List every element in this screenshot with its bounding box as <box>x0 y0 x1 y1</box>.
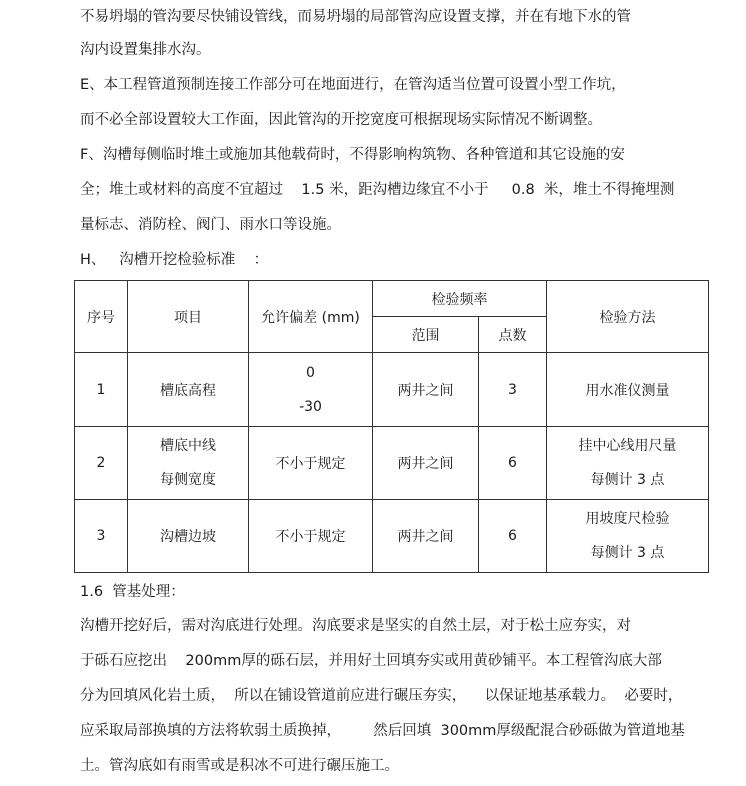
table-row <box>75 353 709 427</box>
cell-seq: 3 <box>75 500 128 573</box>
header-item: 项目 <box>128 281 249 353</box>
method-line: 挂中心线用尺量 <box>578 438 677 454</box>
table-row <box>75 427 709 500</box>
cell-tolerance: 不小于规定 <box>249 500 373 573</box>
paragraph-line: 全；堆土或材料的高度不宜超过 1.5 米，距沟槽边缘宜不小于 0.8 米，堆土不得掩埋测 <box>80 182 675 198</box>
item-line: 槽底中线 <box>160 438 216 454</box>
paragraph-line: 沟槽开挖好后，需对沟底进行处理。沟底要求是坚实的自然土层，对于松土应夯实，对 <box>80 618 631 634</box>
header-frequency: 检验频率 <box>373 281 547 317</box>
cell-range: 两井之间 <box>373 427 479 500</box>
cell-method <box>547 427 709 500</box>
section-title: 1.6 管基处理： <box>80 584 185 600</box>
paragraph-line: 应采取局部换填的方法将软弱土质换掉， 然后回填 300mm厚级配混合砂砾做为管道地基 <box>80 723 685 739</box>
table-caption: H、 沟槽开挖检验标准 ： <box>80 252 269 268</box>
inspection-standard-table <box>74 280 709 573</box>
cell-tolerance <box>249 353 373 427</box>
tolerance-upper: 0 <box>306 364 315 381</box>
cell-tolerance: 不小于规定 <box>249 427 373 500</box>
header-method: 检验方法 <box>547 281 709 353</box>
method-line: 每侧计 3 点 <box>590 545 665 561</box>
cell-range: 两井之间 <box>373 353 479 427</box>
paragraph-line: 量标志、消防栓、阀门、雨水口等设施。 <box>80 217 341 233</box>
paragraph-line: 而不必全部设置较大工作面，因此管沟的开挖宽度可根据现场实际情况不断调整。 <box>80 112 602 128</box>
method-line: 每侧计 3 点 <box>590 472 665 488</box>
cell-item: 沟槽边坡 <box>128 500 249 573</box>
cell-range: 两井之间 <box>373 500 479 573</box>
paragraph-line: 分为回填风化岩土质， 所以在铺设管道前应进行碾压夯实， 以保证地基承载力。 必要时， <box>80 688 683 704</box>
table-row <box>75 500 709 573</box>
cell-seq: 1 <box>75 353 128 427</box>
paragraph-line: F、沟槽每侧临时堆土或施加其他载荷时，不得影响构筑物、各种管道和其它设施的安 <box>80 147 625 163</box>
paragraph-line: 于砾石应挖出 200mm厚的砾石层，并用好土回填夯实或用黄砂铺平。本工程管沟底大部 <box>80 653 662 669</box>
method-line: 用坡度尺检验 <box>585 511 670 527</box>
cell-seq: 2 <box>75 427 128 500</box>
header-seq: 序号 <box>75 281 128 353</box>
cell-method <box>547 500 709 573</box>
item-line: 每侧宽度 <box>160 472 216 488</box>
paragraph-line: 不易坍塌的管沟要尽快铺设管线，而易坍塌的局部管沟应设置支撑，并在有地下水的管 <box>80 9 631 25</box>
header-tolerance: 允许偏差 (mm) <box>249 281 373 353</box>
paragraph-line: 沟内设置集排水沟。 <box>80 42 211 58</box>
tolerance-lower: -30 <box>299 398 322 415</box>
cell-points: 6 <box>479 500 547 573</box>
paragraph-line: 土。管沟底如有雨雪或是积冰不可进行碾压施工。 <box>80 758 399 774</box>
cell-points: 3 <box>479 353 547 427</box>
cell-points: 6 <box>479 427 547 500</box>
cell-item: 槽底高程 <box>128 353 249 427</box>
header-points: 点数 <box>479 317 547 353</box>
cell-method: 用水准仪测量 <box>547 353 709 427</box>
header-range: 范围 <box>373 317 479 353</box>
cell-item <box>128 427 249 500</box>
paragraph-line: E、本工程管道预制连接工作部分可在地面进行，在管沟适当位置可设置小型工作坑， <box>80 77 626 93</box>
